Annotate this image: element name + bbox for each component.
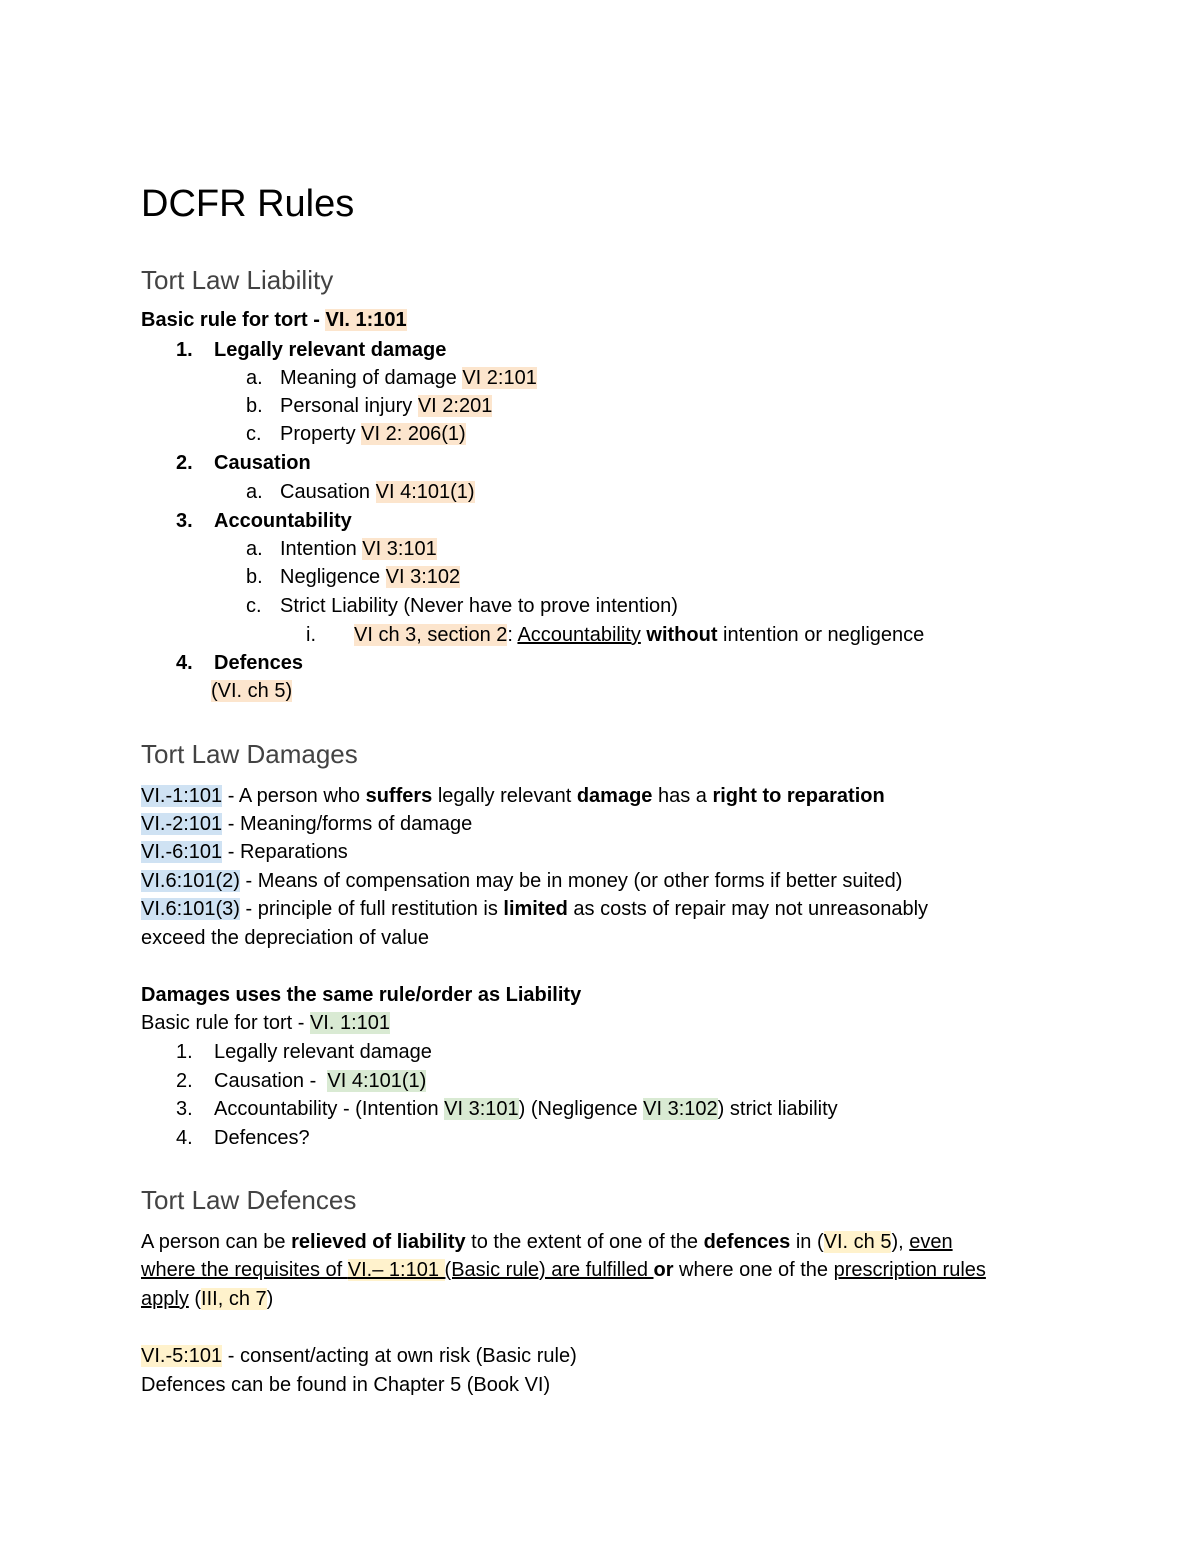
ref-highlight: VI 2:101 <box>462 367 537 389</box>
ref-highlight: VI 2:201 <box>417 395 493 417</box>
defences-line: Defences can be found in Chapter 5 (Book VI) <box>141 1374 551 1396</box>
ref-highlight: VI 2: 206(1) <box>361 423 466 445</box>
section-heading-defences: Tort Law Defences <box>141 1185 357 1215</box>
ref-highlight: (VI. ch 5) <box>211 680 293 702</box>
ref-highlight: VI.-2:101 <box>141 813 223 835</box>
ref-highlight: VI 3:101 <box>362 538 437 560</box>
ref-highlight: VI 4:101(1) <box>375 481 475 503</box>
damages-line: VI.6:101(3) - principle of full restitution is limited as costs of repair may not unreasonably <box>141 898 929 920</box>
ref-highlight: III, ch 7 <box>201 1288 267 1310</box>
list-item: 2. Causation <box>176 452 311 474</box>
damages-line: VI.-1:101 - A person who suffers legally relevant damage has a right to reparation <box>141 785 885 807</box>
defences-paragraph-line: where the requisites of VI.– 1:101 (Basic rule) are fulfilled or where one of the prescription rules <box>141 1259 986 1281</box>
ref-highlight: VI. 1:101 <box>325 309 407 331</box>
list-item: 2. Causation - VI 4:101(1) <box>176 1070 427 1092</box>
damages-basic-rule: Basic rule for tort - VI. 1:101 <box>141 1012 390 1034</box>
ref-highlight: VI 3:102 <box>385 566 461 588</box>
ref-highlight: VI.-5:101 <box>141 1345 223 1367</box>
list-item: 1. Legally relevant damage <box>176 339 447 361</box>
list-item: 1. Legally relevant damage <box>176 1041 432 1063</box>
liability-basic-rule: Basic rule for tort - VI. 1:101 <box>141 309 407 331</box>
list-item: c. Property VI 2: 206(1) <box>246 423 466 445</box>
page-title: DCFR Rules <box>141 183 355 225</box>
defences-line: VI.-5:101 - consent/acting at own risk (Basic rule) <box>141 1345 577 1367</box>
list-item: c. Strict Liability (Never have to prove intention) <box>246 595 678 617</box>
section-heading-liability: Tort Law Liability <box>141 265 334 295</box>
defences-paragraph-line: apply (III, ch 7) <box>141 1288 274 1310</box>
damages-line: VI.-2:101 - Meaning/forms of damage <box>141 813 473 835</box>
list-item: b. Personal injury VI 2:201 <box>246 395 493 417</box>
list-item: 3. Accountability <box>176 510 352 532</box>
list-item: b. Negligence VI 3:102 <box>246 566 461 588</box>
ref-highlight: VI 4:101(1) <box>327 1070 427 1092</box>
list-item: a. Meaning of damage VI 2:101 <box>246 367 537 389</box>
ref-highlight: VI 3:101 <box>444 1098 519 1120</box>
list-item: a. Causation VI 4:101(1) <box>246 481 475 503</box>
same-rule-heading: Damages uses the same rule/order as Liability <box>141 984 582 1006</box>
list-item: 4. Defences <box>176 652 303 674</box>
damages-line: exceed the depreciation of value <box>141 927 429 949</box>
list-item: 4. Defences? <box>176 1127 310 1149</box>
ref-highlight: VI.– 1:101 <box>347 1259 445 1281</box>
damages-line: VI.6:101(2) - Means of compensation may be in money (or other forms if better suited) <box>141 870 903 892</box>
ref-highlight: VI.6:101(3) <box>141 898 240 920</box>
list-item: a. Intention VI 3:101 <box>246 538 437 560</box>
ref-highlight: VI.-1:101 <box>141 785 223 807</box>
defences-note <box>211 677 292 705</box>
damages-line: VI.-6:101 - Reparations <box>141 841 348 863</box>
ref-highlight: VI.6:101(2) <box>141 870 240 892</box>
ref-highlight: VI. ch 5 <box>823 1231 892 1253</box>
list-item: i. VI ch 3, section 2: Accountability without intention or negligence <box>306 624 925 646</box>
defences-paragraph-line: A person can be relieved of liability to the extent of one of the defences in (VI. ch 5), even <box>141 1231 953 1253</box>
ref-highlight: VI 3:102 <box>643 1098 718 1120</box>
list-item: 3. Accountability - (Intention VI 3:101) (Negligence VI 3:102) strict liability <box>176 1098 838 1120</box>
ref-highlight: VI.-6:101 <box>141 841 223 863</box>
ref-highlight: VI ch 3, section 2 <box>354 624 508 646</box>
section-heading-damages: Tort Law Damages <box>141 739 358 769</box>
ref-highlight: VI. 1:101 <box>309 1012 390 1034</box>
